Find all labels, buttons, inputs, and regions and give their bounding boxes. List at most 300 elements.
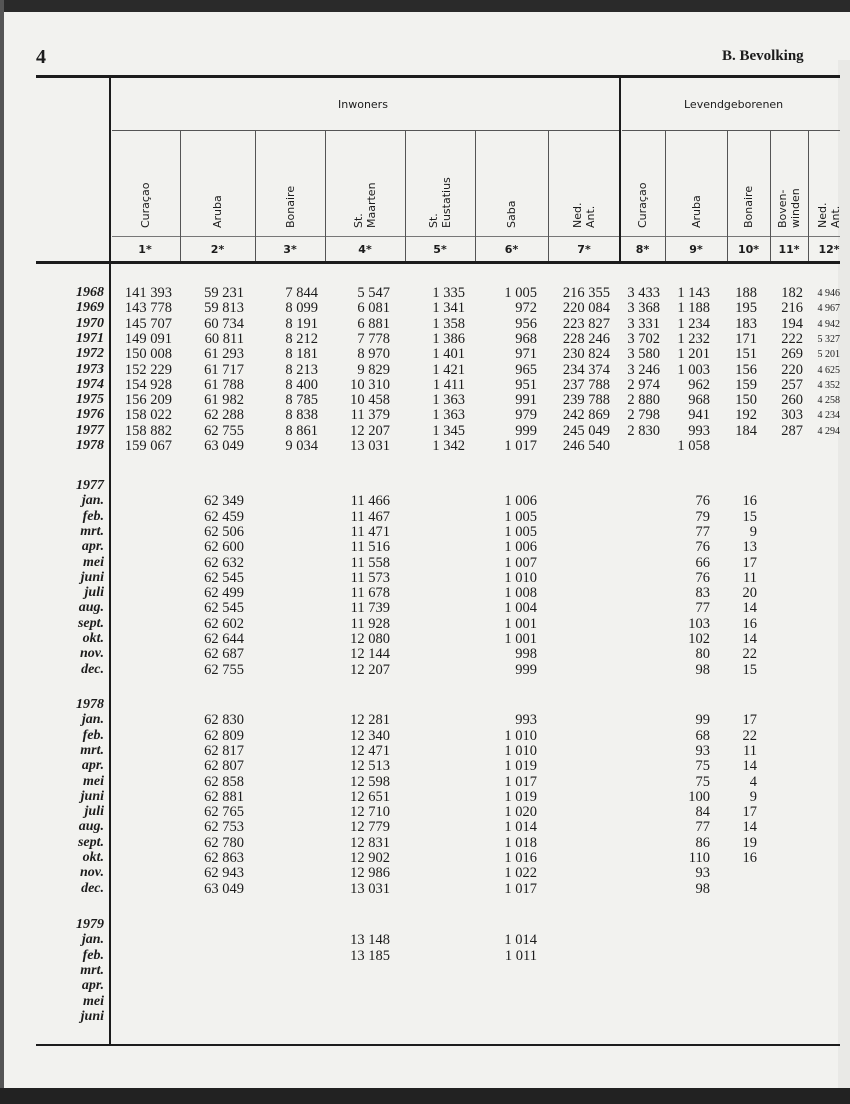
table-cell: 216 355 bbox=[562, 285, 610, 301]
table-cell: 260 bbox=[781, 392, 803, 409]
month-row-label: jan. bbox=[81, 712, 104, 728]
table-cell: 62 600 bbox=[204, 539, 244, 556]
table-cell: 12 710 bbox=[350, 804, 390, 821]
annual-row-label: 1968 bbox=[76, 285, 104, 300]
table-cell: 62 817 bbox=[204, 742, 244, 759]
table-cell: 269 bbox=[781, 346, 803, 363]
table-cell: 12 651 bbox=[350, 788, 390, 805]
column-number: 8* bbox=[635, 243, 650, 256]
table-cell: 62 755 bbox=[204, 661, 244, 678]
table-cell: 59 231 bbox=[204, 285, 244, 301]
table-cell: 999 bbox=[515, 661, 537, 678]
table-cell: 159 067 bbox=[124, 438, 172, 454]
table-cell: 12 281 bbox=[350, 712, 390, 729]
table-cell: 1 421 bbox=[432, 361, 465, 378]
table-cell: 10 310 bbox=[350, 376, 390, 393]
table-cell: 62 349 bbox=[204, 493, 244, 510]
table-cell: 993 bbox=[515, 712, 537, 729]
table-cell: 3 331 bbox=[627, 315, 660, 332]
table-cell: 3 580 bbox=[627, 346, 660, 363]
table-cell: 1 001 bbox=[504, 631, 537, 647]
page-number: 4 bbox=[36, 46, 46, 68]
stub-divider bbox=[109, 78, 111, 1045]
month-row-label: feb. bbox=[82, 508, 104, 524]
table-cell: 63 049 bbox=[204, 880, 244, 897]
table-cell: 84 bbox=[695, 804, 710, 821]
table-cell: 220 bbox=[781, 361, 803, 378]
table-cell: 8 785 bbox=[285, 392, 318, 409]
table-cell: 11 739 bbox=[350, 600, 390, 617]
table-cell: 68 bbox=[695, 727, 710, 744]
month-block-heading: 1977 bbox=[76, 478, 104, 493]
table-cell: 1 004 bbox=[504, 600, 537, 617]
column-number: 4* bbox=[358, 243, 372, 256]
table-cell: 257 bbox=[781, 376, 803, 393]
table-cell: 11 471 bbox=[350, 523, 390, 540]
table-cell: 86 bbox=[695, 834, 710, 851]
table-cell: 62 780 bbox=[204, 834, 244, 851]
table-cell: 17 bbox=[742, 554, 757, 571]
month-row-label: mei bbox=[83, 554, 104, 570]
column-header-label: Ned. Ant. bbox=[816, 202, 842, 228]
table-cell: 5 201 bbox=[817, 349, 840, 361]
table-cell: 62 807 bbox=[204, 758, 244, 775]
table-cell: 102 bbox=[688, 631, 710, 647]
table-cell: 965 bbox=[515, 361, 537, 378]
table-cell: 1 003 bbox=[677, 361, 710, 378]
table-cell: 4 234 bbox=[817, 410, 840, 422]
table-cell: 62 755 bbox=[204, 422, 244, 439]
table-cell: 1 010 bbox=[504, 742, 537, 759]
table-cell: 1 014 bbox=[504, 819, 537, 836]
column-divider bbox=[665, 131, 666, 261]
table-cell: 216 bbox=[781, 300, 803, 317]
table-cell: 1 017 bbox=[504, 438, 537, 454]
month-row-label: okt. bbox=[82, 631, 104, 646]
table-cell: 1 014 bbox=[504, 932, 537, 949]
month-row-label: juni bbox=[80, 569, 104, 585]
table-cell: 10 458 bbox=[350, 392, 390, 409]
month-row-label: sept. bbox=[77, 615, 104, 631]
table-cell: 1 358 bbox=[432, 315, 465, 332]
column-header-label: St. Eustatius bbox=[427, 177, 453, 228]
table-cell: 9 829 bbox=[357, 361, 390, 378]
column-number: 10* bbox=[737, 243, 760, 256]
table-cell: 11 467 bbox=[350, 508, 390, 525]
table-cell: 972 bbox=[515, 300, 537, 317]
month-row-label: mrt. bbox=[80, 962, 104, 978]
month-row-label: juni bbox=[80, 1008, 104, 1024]
table-cell: 62 602 bbox=[204, 615, 244, 632]
group-inwoners: Inwoners bbox=[338, 98, 388, 111]
table-cell: 12 207 bbox=[350, 422, 390, 439]
section-title: B. Bevolking bbox=[722, 48, 804, 64]
table-cell: 971 bbox=[515, 346, 537, 363]
table-cell: 5 327 bbox=[817, 333, 840, 345]
month-row-label: juli bbox=[84, 585, 104, 601]
table-cell: 183 bbox=[735, 315, 757, 332]
table-cell: 1 001 bbox=[504, 615, 537, 632]
table-cell: 1 022 bbox=[504, 865, 537, 882]
table-cell: 17 bbox=[742, 804, 757, 821]
table-cell: 61 982 bbox=[204, 392, 244, 409]
table-cell: 63 049 bbox=[204, 438, 244, 454]
table-cell: 8 861 bbox=[285, 422, 318, 439]
column-number: 1* bbox=[138, 243, 152, 256]
month-row-label: dec. bbox=[81, 880, 104, 896]
table-cell: 150 008 bbox=[124, 346, 172, 363]
month-row-label: juli bbox=[84, 804, 104, 820]
month-row-label: aug. bbox=[78, 819, 104, 835]
table-cell: 8 400 bbox=[285, 376, 318, 393]
group-rule-inwoners bbox=[112, 130, 620, 131]
table-cell: 6 081 bbox=[357, 300, 390, 317]
table-cell: 13 148 bbox=[350, 932, 390, 949]
column-number: 6* bbox=[504, 243, 519, 256]
table-cell: 77 bbox=[695, 600, 710, 617]
table-cell: 194 bbox=[781, 315, 803, 332]
table-cell: 16 bbox=[742, 493, 757, 510]
table-cell: 62 499 bbox=[204, 585, 244, 602]
table-cell: 8 191 bbox=[285, 315, 318, 332]
table-cell: 14 bbox=[742, 819, 757, 836]
table-cell: 2 798 bbox=[627, 407, 660, 424]
month-block-heading: 1979 bbox=[76, 917, 104, 932]
column-header-label: Curaçao bbox=[636, 182, 649, 228]
table-cell: 12 207 bbox=[350, 661, 390, 678]
table-cell: 145 707 bbox=[124, 315, 172, 332]
annual-row-label: 1972 bbox=[76, 346, 104, 362]
column-divider bbox=[180, 131, 181, 261]
table-cell: 12 144 bbox=[350, 646, 390, 663]
table-cell: 998 bbox=[515, 646, 537, 663]
table-cell: 62 809 bbox=[204, 727, 244, 744]
table-cell: 62 830 bbox=[204, 712, 244, 729]
column-header-label: Bonaire bbox=[283, 185, 297, 228]
table-cell: 1 232 bbox=[677, 330, 710, 347]
table-cell: 22 bbox=[742, 727, 757, 744]
table-cell: 3 433 bbox=[627, 285, 660, 301]
annual-row-label: 1974 bbox=[76, 376, 104, 392]
table-cell: 1 010 bbox=[504, 569, 537, 586]
annual-row-label: 1978 bbox=[76, 438, 104, 453]
month-row-label: apr. bbox=[81, 539, 104, 555]
annual-row-label: 1970 bbox=[76, 315, 104, 331]
table-cell: 1 017 bbox=[504, 880, 537, 897]
table-cell: 8 213 bbox=[285, 361, 318, 378]
group-divider bbox=[619, 78, 621, 262]
table-cell: 11 678 bbox=[350, 585, 390, 602]
table-cell: 4 967 bbox=[817, 303, 840, 315]
table-cell: 1 020 bbox=[504, 804, 537, 821]
table-cell: 991 bbox=[515, 392, 537, 409]
table-cell: 230 824 bbox=[562, 346, 610, 363]
table-cell: 14 bbox=[742, 600, 757, 617]
table-cell: 75 bbox=[695, 773, 710, 790]
table-cell: 61 717 bbox=[204, 361, 244, 378]
header-bottom-rule bbox=[36, 261, 840, 264]
month-row-label: sept. bbox=[77, 834, 104, 850]
table-cell: 149 091 bbox=[124, 330, 172, 347]
table-cell: 83 bbox=[695, 585, 710, 602]
table-cell: 234 374 bbox=[562, 361, 610, 378]
table-cell: 223 827 bbox=[562, 315, 610, 332]
table-cell: 3 368 bbox=[627, 300, 660, 317]
month-row-label: mei bbox=[83, 773, 104, 789]
annual-row-label: 1971 bbox=[76, 330, 104, 346]
table-cell: 79 bbox=[695, 508, 710, 525]
table-cell: 12 513 bbox=[350, 758, 390, 775]
column-divider bbox=[255, 131, 256, 261]
table-cell: 1 007 bbox=[504, 554, 537, 571]
table-cell: 3 246 bbox=[627, 361, 660, 378]
column-number: 3* bbox=[283, 243, 297, 256]
table-cell: 159 bbox=[735, 376, 757, 393]
month-row-label: aug. bbox=[78, 600, 104, 616]
table-cell: 1 005 bbox=[504, 523, 537, 540]
table-cell: 11 466 bbox=[350, 493, 390, 510]
table-cell: 99 bbox=[695, 712, 710, 729]
month-row-label: jan. bbox=[81, 493, 104, 509]
table-cell: 222 bbox=[781, 330, 803, 347]
scan-edge-bottom bbox=[0, 1088, 850, 1104]
table-cell: 62 943 bbox=[204, 865, 244, 882]
table-bottom-rule bbox=[36, 1044, 840, 1046]
month-row-label: dec. bbox=[81, 661, 104, 677]
table-cell: 3 702 bbox=[627, 330, 660, 347]
table-cell: 1 016 bbox=[504, 850, 537, 866]
table-cell: 76 bbox=[695, 493, 710, 510]
column-header-label: Boven- winden bbox=[776, 188, 802, 228]
table-cell: 17 bbox=[742, 712, 757, 729]
table-cell: 11 928 bbox=[350, 615, 390, 632]
table-cell: 242 869 bbox=[562, 407, 610, 424]
table-cell: 8 838 bbox=[285, 407, 318, 424]
month-row-label: mrt. bbox=[80, 523, 104, 539]
table-cell: 1 411 bbox=[432, 376, 465, 393]
table-cell: 1 401 bbox=[432, 346, 465, 363]
month-block-heading: 1978 bbox=[76, 697, 104, 712]
table-cell: 303 bbox=[781, 407, 803, 424]
table-cell: 15 bbox=[742, 661, 757, 678]
table-cell: 151 bbox=[735, 346, 757, 363]
column-number: 11* bbox=[778, 243, 800, 256]
scan-edge-left bbox=[0, 0, 4, 1104]
table-cell: 62 506 bbox=[204, 523, 244, 540]
table-cell: 220 084 bbox=[562, 300, 610, 317]
table-cell: 9 034 bbox=[285, 438, 318, 454]
table-cell: 8 099 bbox=[285, 300, 318, 317]
table-cell: 156 209 bbox=[124, 392, 172, 409]
table-cell: 1 143 bbox=[677, 285, 710, 301]
table-cell: 77 bbox=[695, 819, 710, 836]
column-header-label: Bonaire bbox=[742, 185, 755, 228]
table-cell: 20 bbox=[742, 585, 757, 602]
table-cell: 1 386 bbox=[432, 330, 465, 347]
column-divider bbox=[475, 131, 476, 261]
table-cell: 245 049 bbox=[562, 422, 610, 439]
column-number: 5* bbox=[433, 243, 447, 256]
table-cell: 1 018 bbox=[504, 834, 537, 851]
table-cell: 1 011 bbox=[504, 947, 537, 964]
table-cell: 76 bbox=[695, 569, 710, 586]
table-cell: 8 970 bbox=[357, 346, 390, 363]
table-cell: 7 778 bbox=[357, 330, 390, 347]
month-row-label: juni bbox=[80, 788, 104, 804]
table-cell: 62 545 bbox=[204, 600, 244, 617]
table-cell: 62 753 bbox=[204, 819, 244, 836]
annual-row-label: 1975 bbox=[76, 392, 104, 408]
table-cell: 1 342 bbox=[432, 438, 465, 454]
column-number: 7* bbox=[577, 243, 591, 256]
column-divider bbox=[770, 131, 771, 261]
table-cell: 11 516 bbox=[350, 539, 390, 556]
table-cell: 103 bbox=[688, 615, 710, 632]
table-cell: 12 598 bbox=[350, 773, 390, 790]
table-cell: 12 986 bbox=[350, 865, 390, 882]
table-cell: 1 345 bbox=[432, 422, 465, 439]
table-cell: 188 bbox=[735, 285, 757, 301]
table-cell: 11 573 bbox=[350, 569, 390, 586]
table-cell: 62 632 bbox=[204, 554, 244, 571]
annual-row-label: 1969 bbox=[76, 300, 104, 316]
table-cell: 192 bbox=[735, 407, 757, 424]
table-cell: 141 393 bbox=[124, 285, 172, 301]
table-cell: 62 881 bbox=[204, 788, 244, 805]
table-cell: 15 bbox=[742, 508, 757, 525]
table-cell: 13 185 bbox=[350, 947, 390, 964]
column-divider bbox=[405, 131, 406, 261]
table-cell: 62 765 bbox=[204, 804, 244, 821]
table-cell: 93 bbox=[695, 865, 710, 882]
table-cell: 62 863 bbox=[204, 850, 244, 866]
annual-row-label: 1977 bbox=[76, 422, 104, 438]
table-cell: 12 831 bbox=[350, 834, 390, 851]
month-row-label: okt. bbox=[82, 850, 104, 865]
table-cell: 8 181 bbox=[285, 346, 318, 363]
table-cell: 968 bbox=[515, 330, 537, 347]
column-number: 2* bbox=[210, 243, 225, 256]
column-header-label: Curaçao bbox=[138, 182, 152, 228]
table-cell: 4 bbox=[749, 773, 757, 790]
column-header-label: Aruba bbox=[211, 195, 224, 228]
table-cell: 4 294 bbox=[817, 425, 840, 437]
table-cell: 75 bbox=[695, 758, 710, 775]
column-header-label: Saba bbox=[505, 200, 518, 228]
table-cell: 195 bbox=[735, 300, 757, 317]
table-cell: 1 006 bbox=[504, 493, 537, 510]
table-cell: 4 352 bbox=[817, 379, 840, 391]
table-cell: 4 946 bbox=[817, 288, 840, 299]
table-cell: 13 031 bbox=[350, 438, 390, 454]
table-cell: 1 010 bbox=[504, 727, 537, 744]
table-cell: 62 644 bbox=[204, 631, 244, 647]
table-cell: 1 188 bbox=[677, 300, 710, 317]
table-cell: 6 881 bbox=[357, 315, 390, 332]
table-cell: 239 788 bbox=[562, 392, 610, 409]
month-row-label: nov. bbox=[80, 646, 104, 662]
table-cell: 13 031 bbox=[350, 880, 390, 897]
table-cell: 158 882 bbox=[124, 422, 172, 439]
table-cell: 12 902 bbox=[350, 850, 390, 866]
table-cell: 951 bbox=[515, 376, 537, 393]
column-divider bbox=[727, 131, 728, 261]
table-cell: 62 687 bbox=[204, 646, 244, 663]
table-cell: 16 bbox=[742, 850, 757, 866]
table-cell: 61 293 bbox=[204, 346, 244, 363]
table-cell: 156 bbox=[735, 361, 757, 378]
table-cell: 60 811 bbox=[204, 330, 244, 347]
table-cell: 993 bbox=[688, 422, 710, 439]
table-cell: 154 928 bbox=[124, 376, 172, 393]
month-row-label: apr. bbox=[81, 758, 104, 774]
table-cell: 60 734 bbox=[204, 315, 244, 332]
table-cell: 941 bbox=[688, 407, 710, 424]
table-cell: 1 005 bbox=[504, 508, 537, 525]
column-divider bbox=[808, 131, 809, 261]
table-cell: 4 258 bbox=[817, 395, 840, 407]
column-number: 9* bbox=[689, 243, 703, 256]
table-cell: 22 bbox=[742, 646, 757, 663]
table-cell: 962 bbox=[688, 376, 710, 393]
table-cell: 14 bbox=[742, 758, 757, 775]
table-cell: 1 058 bbox=[677, 438, 710, 454]
table-cell: 158 022 bbox=[124, 407, 172, 424]
table-cell: 2 830 bbox=[627, 422, 660, 439]
table-cell: 1 363 bbox=[432, 392, 465, 409]
table-cell: 9 bbox=[749, 523, 757, 540]
table-cell: 8 212 bbox=[285, 330, 318, 347]
table-cell: 12 471 bbox=[350, 742, 390, 759]
table-cell: 999 bbox=[515, 422, 537, 439]
table-cell: 12 340 bbox=[350, 727, 390, 744]
table-cell: 77 bbox=[695, 523, 710, 540]
table-cell: 1 019 bbox=[504, 758, 537, 775]
table-cell: 150 bbox=[735, 392, 757, 409]
table-cell: 76 bbox=[695, 539, 710, 556]
table-cell: 1 005 bbox=[504, 285, 537, 301]
column-header-label: Aruba bbox=[689, 195, 703, 228]
table-cell: 228 246 bbox=[562, 330, 610, 347]
month-row-label: nov. bbox=[80, 865, 104, 881]
table-cell: 66 bbox=[695, 554, 710, 571]
table-cell: 956 bbox=[515, 315, 537, 332]
table-cell: 13 bbox=[742, 539, 757, 556]
annual-row-label: 1973 bbox=[76, 361, 104, 377]
table-cell: 100 bbox=[688, 788, 710, 805]
table-cell: 152 229 bbox=[124, 361, 172, 378]
table-cell: 1 006 bbox=[504, 539, 537, 556]
table-cell: 62 858 bbox=[204, 773, 244, 790]
table-cell: 110 bbox=[688, 850, 710, 866]
table-cell: 4 942 bbox=[817, 318, 840, 330]
table-cell: 19 bbox=[742, 834, 757, 851]
table-cell: 11 558 bbox=[350, 554, 390, 571]
table-cell: 979 bbox=[515, 407, 537, 424]
annual-row-label: 1976 bbox=[76, 407, 104, 423]
table-cell: 11 bbox=[743, 742, 757, 759]
month-row-label: apr. bbox=[81, 978, 104, 994]
table-cell: 237 788 bbox=[562, 376, 610, 393]
column-divider bbox=[325, 131, 326, 261]
month-row-label: mrt. bbox=[80, 742, 104, 758]
column-header-label: St. Maarten bbox=[352, 182, 378, 228]
table-cell: 143 778 bbox=[124, 300, 172, 317]
table-cell: 1 234 bbox=[677, 315, 710, 332]
table-cell: 93 bbox=[695, 742, 710, 759]
table-cell: 1 019 bbox=[504, 788, 537, 805]
colnum-rule bbox=[112, 236, 840, 237]
